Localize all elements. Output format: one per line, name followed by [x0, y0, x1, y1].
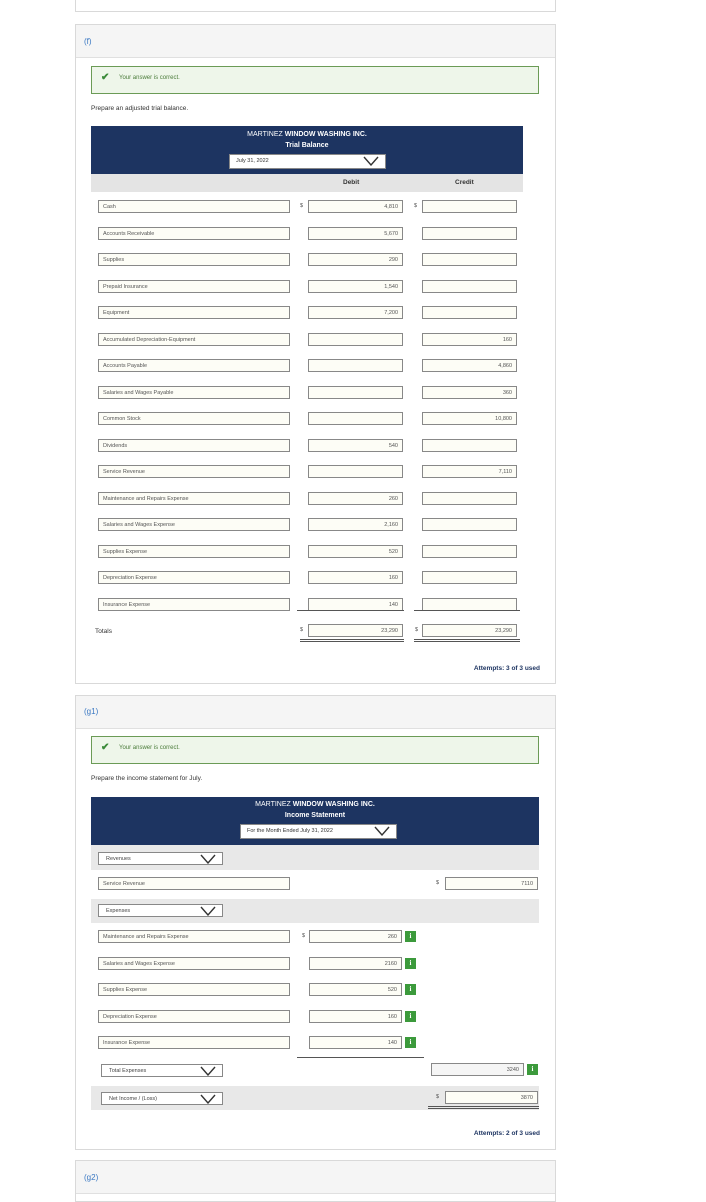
company-name: MARTINEZ WINDOW WASHING INC.	[255, 801, 375, 808]
revenues-dropdown[interactable]: Revenues	[98, 852, 223, 865]
debit-underline	[297, 610, 404, 611]
chevron-down-icon	[200, 906, 216, 916]
expense-account-field[interactable]: Supplies Expense	[98, 983, 290, 996]
credit-field[interactable]	[422, 571, 517, 584]
credit-field[interactable]: 160	[422, 333, 517, 346]
chevron-down-icon	[200, 854, 216, 864]
chevron-down-icon	[363, 156, 379, 166]
account-name-field[interactable]: Insurance Expense	[98, 598, 290, 611]
checkmark-icon: ✔	[101, 72, 110, 83]
part-f-header	[76, 25, 555, 58]
debit-field[interactable]: 5,670	[308, 227, 403, 240]
part-g1-card	[75, 695, 556, 1150]
info-icon[interactable]: i	[405, 984, 416, 995]
credit-field[interactable]: 7,110	[422, 465, 517, 478]
part-g1-success-banner	[91, 736, 539, 764]
success-message: Your answer is correct.	[119, 75, 180, 81]
account-name-field[interactable]: Accounts Receivable	[98, 227, 290, 240]
account-name-field[interactable]: Dividends	[98, 439, 290, 452]
account-name-field[interactable]: Prepaid Insurance	[98, 280, 290, 293]
debit-field[interactable]: 2,160	[308, 518, 403, 531]
expense-account-field[interactable]: Salaries and Wages Expense	[98, 957, 290, 970]
account-name-field[interactable]: Accumulated Depreciation-Equipment	[98, 333, 290, 346]
debit-field[interactable]	[308, 333, 403, 346]
credit-field[interactable]	[422, 253, 517, 266]
expense-amount-field[interactable]: 160	[309, 1010, 402, 1023]
credit-field[interactable]: 10,800	[422, 412, 517, 425]
expense-underline	[297, 1057, 424, 1058]
expense-account-field[interactable]: Depreciation Expense	[98, 1010, 290, 1023]
date-dropdown[interactable]: July 31, 2022	[229, 154, 386, 169]
credit-field[interactable]	[422, 227, 517, 240]
part-g1-label: (g1)	[84, 707, 99, 716]
part-f-attempts: Attempts: 3 of 3 used	[473, 665, 540, 672]
debit-field[interactable]	[308, 412, 403, 425]
credit-field[interactable]	[422, 200, 517, 213]
currency-symbol: $	[300, 203, 304, 209]
debit-field[interactable]: 540	[308, 439, 403, 452]
currency-symbol: $	[414, 203, 418, 209]
credit-field[interactable]	[422, 492, 517, 505]
chevron-down-icon	[200, 1066, 216, 1076]
account-name-field[interactable]: Supplies Expense	[98, 545, 290, 558]
double-underline	[300, 639, 404, 640]
company-name: MARTINEZ WINDOW WASHING INC.	[247, 131, 367, 138]
part-g1-attempts: Attempts: 2 of 3 used	[473, 1130, 540, 1137]
credit-field[interactable]	[422, 306, 517, 319]
part-g1-header	[76, 696, 555, 729]
credit-field[interactable]	[422, 545, 517, 558]
credit-underline	[414, 610, 520, 611]
info-icon[interactable]: i	[405, 1011, 416, 1022]
info-icon[interactable]: i	[405, 958, 416, 969]
trial-balance-header	[91, 126, 523, 174]
statement-title: Trial Balance	[285, 142, 329, 149]
double-underline	[414, 639, 520, 640]
part-g2-card	[75, 1160, 556, 1202]
currency-symbol: $	[436, 880, 440, 886]
debit-field[interactable]: 160	[308, 571, 403, 584]
part-f-label: (f)	[84, 37, 92, 46]
credit-header: Credit	[455, 179, 474, 186]
double-underline	[414, 641, 520, 642]
debit-field[interactable]	[308, 465, 403, 478]
column-header-row	[91, 174, 523, 192]
credit-field[interactable]	[422, 518, 517, 531]
account-name-field[interactable]: Accounts Payable	[98, 359, 290, 372]
expense-amount-field[interactable]: 2160	[309, 957, 402, 970]
credit-field[interactable]	[422, 439, 517, 452]
account-name-field[interactable]: Cash	[98, 200, 290, 213]
credit-field[interactable]: 4,860	[422, 359, 517, 372]
currency-symbol: $	[300, 627, 304, 633]
expense-amount-field[interactable]: 260	[309, 930, 402, 943]
account-name-field[interactable]: Salaries and Wages Payable	[98, 386, 290, 399]
account-name-field[interactable]: Salaries and Wages Expense	[98, 518, 290, 531]
debit-field[interactable]: 7,200	[308, 306, 403, 319]
debit-field[interactable]	[308, 359, 403, 372]
debit-field[interactable]: 290	[308, 253, 403, 266]
part-f-card	[75, 24, 556, 684]
chevron-down-icon	[374, 826, 390, 836]
chevron-down-icon	[200, 1094, 216, 1104]
account-name-field[interactable]: Supplies	[98, 253, 290, 266]
success-message: Your answer is correct.	[119, 745, 180, 751]
part-g1-instruction: Prepare the income statement for July.	[91, 775, 203, 782]
net-income-dropdown[interactable]: Net Income / (Loss)	[101, 1092, 223, 1105]
double-underline	[428, 1106, 539, 1107]
revenue-amount-field[interactable]: 7110	[445, 877, 538, 890]
account-name-field[interactable]: Common Stock	[98, 412, 290, 425]
total-expenses-field[interactable]: 3240	[431, 1063, 524, 1076]
debit-field[interactable]: 140	[308, 598, 403, 611]
part-f-success-banner	[91, 66, 539, 94]
debit-field[interactable]: 1,540	[308, 280, 403, 293]
info-icon[interactable]: i	[405, 931, 416, 942]
expense-amount-field[interactable]: 520	[309, 983, 402, 996]
expense-account-field[interactable]: Maintenance and Repairs Expense	[98, 930, 290, 943]
debit-header: Debit	[343, 179, 360, 186]
previous-card-bottom	[75, 0, 556, 12]
expense-account-field[interactable]: Insurance Expense	[98, 1036, 290, 1049]
account-name-field[interactable]: Maintenance and Repairs Expense	[98, 492, 290, 505]
checkmark-icon: ✔	[101, 742, 110, 753]
statement-title: Income Statement	[284, 812, 346, 819]
total-credit-field[interactable]: 23,290	[422, 624, 517, 637]
double-underline	[300, 641, 404, 642]
currency-symbol: $	[436, 1094, 440, 1100]
total-expenses-dropdown[interactable]: Total Expenses	[101, 1064, 223, 1077]
double-underline	[428, 1108, 539, 1109]
total-debit-field[interactable]: 23,290	[308, 624, 403, 637]
part-g2-label: (g2)	[84, 1173, 99, 1182]
revenue-account-field[interactable]: Service Revenue	[98, 877, 290, 890]
debit-field[interactable]: 260	[308, 492, 403, 505]
info-icon[interactable]: i	[527, 1064, 538, 1075]
income-statement-header	[91, 797, 539, 845]
account-name-field[interactable]: Equipment	[98, 306, 290, 319]
info-icon[interactable]: i	[405, 1037, 416, 1048]
account-name-field[interactable]: Service Revenue	[98, 465, 290, 478]
period-dropdown[interactable]: For the Month Ended July 31, 2022	[240, 824, 397, 839]
part-g2-header	[76, 1161, 555, 1194]
credit-field[interactable]: 360	[422, 386, 517, 399]
credit-field[interactable]	[422, 280, 517, 293]
debit-field[interactable]: 520	[308, 545, 403, 558]
account-name-field[interactable]: Depreciation Expense	[98, 571, 290, 584]
net-income-field[interactable]: 3870	[445, 1091, 538, 1104]
totals-label: Totals	[95, 628, 112, 635]
debit-field[interactable]: 4,810	[308, 200, 403, 213]
expenses-dropdown[interactable]: Expenses	[98, 904, 223, 917]
currency-symbol: $	[302, 933, 306, 939]
expense-amount-field[interactable]: 140	[309, 1036, 402, 1049]
debit-field[interactable]	[308, 386, 403, 399]
part-f-instruction: Prepare an adjusted trial balance.	[91, 105, 189, 112]
currency-symbol: $	[415, 627, 419, 633]
